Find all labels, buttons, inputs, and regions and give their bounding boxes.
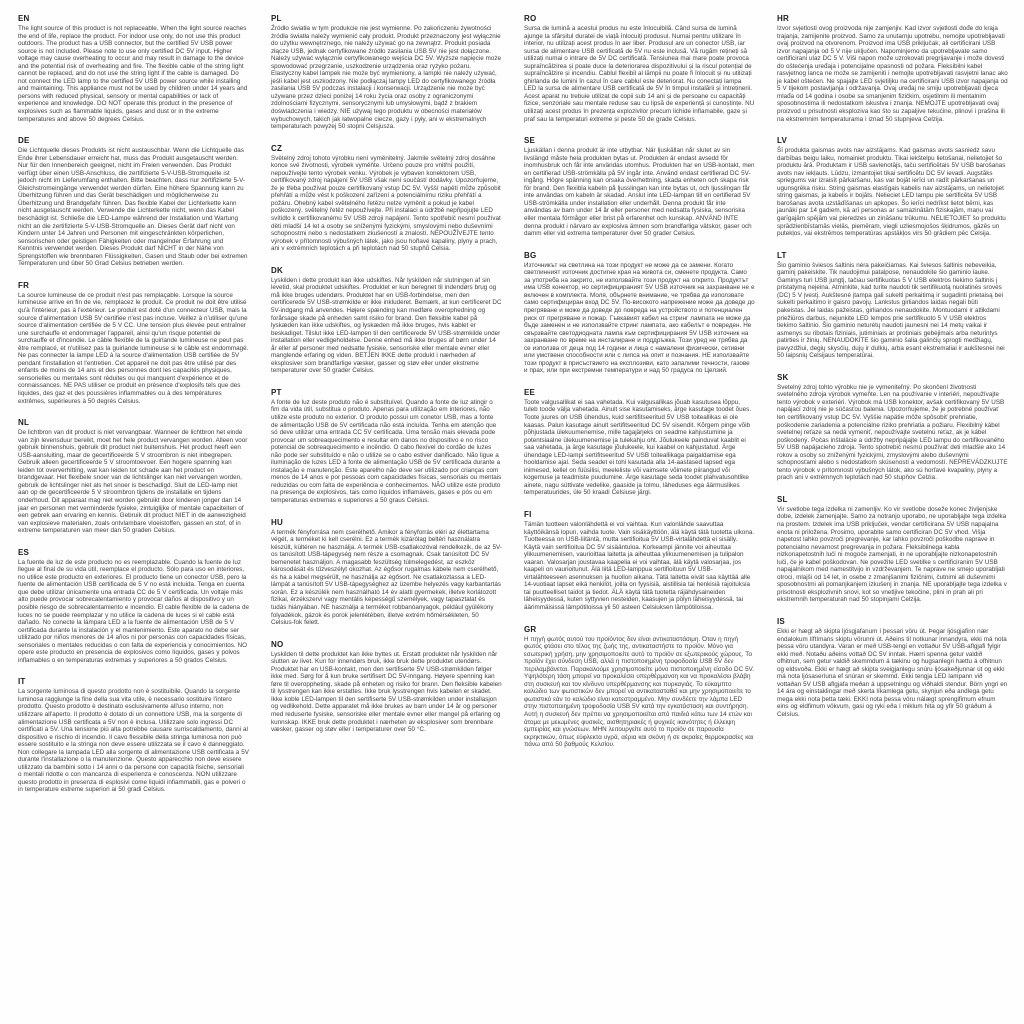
safety-instruction-text: A fonte de luz deste produto não é substituível. Quando a fonte de luz atingir o fim da vida útil, substitua o produto. Apenas para utilização em interiores, não utilize este produto no exterior. O produto possui um conetor USB, mas a fonte de alimentação USB de 5V certificada não está incluída. Tenha em atenção que só deve utilizar uma entrada CC 5V certificada. Uma tensão mais elevada pode provocar um sobreaquecimento e resultar em danos no dispositivo e no risco potencial de sobreaquecimento e incêndio. O cabo flexível do cordão de luzes não pode ser substituído e não o utilize se o cabo estiver danificado. Não ligue a iluminação de luzes LED à fonte de alimentação USB de 5V certificada durante a instalação e manutenção. Este aparelho não deve ser utilizado por crianças com menos de 14 anos e por pessoas com capacidades físicas, sensoriais ou mentais reduzidas ou com falta de experiência e conhecimentos. NÃO utilize este produto na presença de explosivos, tais como líquidos inflamáveis, gases e pós ou em temperaturas extremas e superiores a 50 graus Celsius.: [271, 398, 502, 504]
safety-instruction-text: Die Lichtquelle dieses Produkts ist nicht austauschbar. Wenn die Lichtquelle das Ende ihrer Lebensdauer erreicht hat, muss das Produkt ausgetauscht werden. Nur für den Innenbereich geeignet, nicht im Freien verwenden. Das Produkt verfügt über einen USB-Anschluss, die zertifizierte 5-V-USB-Stromquelle ist jedoch nicht im Lieferumfang enthalten. Bitte beachten, dass nur zertifizierte 5-V-Gleichstromeingänge verwendet werden dürfen. Eine höhere Spannung kann zu Überhitzung führen und das Gerät beschädigen und möglicherweise zu Überhitzung und Brandgefahr führen. Das flexible Kabel der Lichterkette kann nicht ausgetauscht werden. Verwende die Lichterkette nicht, wenn das Kabel beschädigt ist. Schließe die LED-Lampe während der Installation und Wartung nicht an die zertifizierte 5-V-USB-Stromquelle an. Dieses Gerät darf nicht von Kindern unter 14 Jahren und Personen mit eingeschränkten körperlichen, sensorischen oder geistigen Fähigkeiten oder mangelnder Erfahrung und Kenntnis verwendet werden. Dieses Produkt darf NICHT in der Nähe von Sprengstoffen wie brennbaren Flüssigkeiten, Gasen und Staub oder bei extremen Temperaturen und über 50 Grad Celsius betrieben werden.: [18, 147, 248, 268]
safety-instruction-text: Izvor svjetlosti ovog proizvoda nije zamjenjiv. Kad izvor svjetlosti dođe do kraja trajanja, zamijenite proizvod. Samo za unutarnju upotrebu, nemojte upotrebljavati ovaj proizvod na otvorenom. Proizvod ima USB priključak, ali certificirani USB izvor napajanja od 5 V nije uključen. Napominjemo da upotrebljavate samo certificirani ulaz DC 5 V. Viši napon može uzrokovati pregrijavanje i može dovesti do oštećenja uređaja i potencijalne opasnosti od požara. Fleksibilni kabel rasvjetnog lanca ne može se zamijeniti i nemojte upotrebljavati rasvjetni lanac ako je kabel oštećen. Ne spajajte LED svjetiljku na certificirani USB izvor napajanja od 5 V tijekom postavljanja i održavanja. Ovaj uređaj ne smiju upotrebljavati djeca mlađa od 14 godina i osobe sa smanjenim fizičkim, osjetilnim ili mentalnim sposobnostima ili nedostatkom iskustva i znanja. NEMOJTE upotrebljavati ovaj proizvod u prisutnosti eksploziva kao što su zapaljive tekućine, plinovi i prašina ili na ekstremnim temperaturama i iznad 50 stupnjeva Celzija.: [777, 25, 1008, 123]
language-code-label: DE: [18, 136, 30, 146]
safety-instruction-text: Svetelný zdroj tohto výrobku nie je vymeniteľný. Po skončení životnosti svetelného zdroja výrobok vymeňte. Len na používanie v interiéri, nepoužívajte tento výrobok v exteriéri. Výrobok má USB konektor, avšak certifikovaný 5V USB napájací zdroj nie je súčasťou balenia. Upozorňujeme, že je potrebné používať len certifikovaný vstup DC 5V. Vyššie napätie môže spôsobiť prehriatie, poškodenie zariadenia a potenciálne riziko prehriatia a požiaru. Flexibilný kábel svetelnej reťaze sa nedá vymeniť, nepoužívajte svetelnú reťaz, ak je kábel poškodený. Počas inštalácie a údržby nepripájajte LED lampu do certifikovaného 5V USB napájacieho zdroja. Tento spotrebič nesmú používať deti mladšie ako 14 rokov a osoby so zníženými fyzickými, zmyslovými alebo duševnými schopnosťami alebo s nedostatkom skúseností a vedomostí. NEPREVÁDZKUJTE tento výrobok v prítomnosti výbušných látok, ako sú horľavé kvapaliny, plyny a prach ani v extrémnych teplotách nad 50 stupňov Celzia.: [777, 383, 1008, 482]
language-code-label: GR: [524, 624, 537, 634]
safety-instruction-text: Toote valgusallikat ei saa vahetada. Kui valgusallikas jõuab kasutusea lõppu, tuleb toode välja vahetada. Ainult sise kasutamiseks, ärge kasutage toodet õues. Toote juures on USB ühendus, kuid sertifitseeritud 5V USB toiteallikas ei ole kaasas. Palun kasutage ainult sertifitseeritud DC 5V sisendit. Kõrgem pinge võib põhjustada ülekuumenemise, mille tagajärjeks on seadme kahjustumine ja potentsiaalne ülekuumenemise ja tulekahju oht. Jõulukeele painduvat kaablit ei saa vahetada, ja ärge kasutage jõulukeele, kui kaabel on kahjustatud. Ärge ühendage LED-lampi sertifitseeritud 5V USB toiteallikaga paigaldamise ega hooldamise ajal. Seda seadet ei tohi kasutada alla 14-aastased lapsed ega inimesed, kellel on füüsilisi, meeleliste või vaimsete võimete piirangud või kogemuse ja teadmiste puudumine. Ärge kasutage seda toodet plahvatusohtlike ainete, nagu süttivate vedelike, gaaside ja tolmu, läheduses ega äärmuslikes temperatuurides, üle 50 kraadi Celsiuse järgi.: [524, 398, 752, 497]
safety-instruction-text: La sorgente luminosa di questo prodotto non è sostituibile. Quando la sorgente luminosa raggiunge la fine della sua vita utile, è necessario sostituire l'intero prodotto. Questo prodotto è destinato esclusivamente all'uso interno, non utilizzare all'aperto. Il prodotto è dotato di un connettore USB, ma la sorgente di alimentazione USB certificata a 5V non è inclusa. Utilizzare solo ingressi DC certificati a 5V. Una tensione più alta potrebbe causare surriscaldamento, danni al dispositivo e rischio di incendio. Il cavo flessibile della stringa luminosa non può essere sostituito e la stringa non deve essere utilizzata se il cavo è danneggiato. Non collegare la lampada LED alla sorgente di alimentazione USB certificata a 5V durante l'installazione o la manutenzione. Questo apparecchio non deve essere utilizzato da bambini sotto i 14 anni o da persone con capacità fisiche, sensoriali o mentali ridotte o con mancanza di esperienza e conoscenza. NON utilizzare questo prodotto in presenza di esplosivi come liquidi infiammabili, gas e polveri o in temperature estreme superiori ai 50 gradi Celsius.: [18, 688, 249, 794]
language-section-hu: [271, 518, 502, 627]
language-section-lv: [777, 136, 1008, 238]
safety-instruction-text: A termék fényforrása nem cserélhető. Amikor a fényforrás eléri az élettartama végét, a terméket ki kell cserélni. Ez a termék kizárólag beltéri használatra készült, kültéren ne használja. A termék USB-csatlakozóval rendelkezik, de az 5V-os tanúsított USB-tápegység nem része a csomagnak. Csak tanúsított DC 5V bemenetet használjon. A magasabb feszültség túlmelegedést, az eszköz károsodását és tűzveszélyt okozhat. Az égősor rugalmas kábele nem cserélhető, és ha a kábel megsérült, ne használja az égősort. Ne csatlakoztassa a LED-lámpát a tanúsított 5V USB-tápegységhez az üzembe helyezés vagy karbantartás során. Ez a készülék nem használható 14 év alatti gyermekek, illetve korlátozott fizikai, érzékszervi vagy mentális képességű személyek, vagy tapasztalat és tudás hiányában. NE használja a terméket robbanóanyagok, például gyúlékony folyadékok, gázok és porok jelenlétében, illetve extrém hőmérsékleten, 50 Celsius-fok felett.: [271, 528, 502, 627]
language-section-fi: [524, 510, 755, 612]
language-section-hr: [777, 14, 1008, 123]
safety-instruction-text: Ljuskällan i denna produkt är inte utbytbar. När ljuskällan når slutet av sin livslängd måste hela produkten bytas ut. Produkten är endast avsedd för inomhusbruk och får inte användas utomhus. Produkten har en USB-kontakt, men en certifierad USB-strömkälla på 5V ingår inte. Använd endast certifierad DC 5V-ingång. Högre spänning kan orsaka överhettning, skada enheten och skapa risk för brand. Den flexibla kabeln på ljusslingan kan inte bytas ut, och ljusslingan får inte användas om kabeln är skadad. Anslut inte LED-lampan till en certifierad 5V USB-strömkälla under installation eller underhåll. Denna produkt får inte användas av barn under 14 år eller personer med nedsatta fysiska, sensoriska eller mentala förmågor eller brist på erfarenhet och kunskap. ANVÄND INTE denna produkt i närvaro av explosiva ämnen som brandfarliga vätskor, gaser och damm eller vid extrema temperaturer över 50 grader Celsius.: [524, 147, 755, 238]
safety-instruction-text: The light source of this product is not replaceable. When the light source reaches the end of life, replace the product. For indoor use only, do not use this product outdoors. The product has a USB connector, but the certified 5V USB power source is not included. Please note to use only certified DC 5V input. Higher voltage may cause overheating to occur and may result in damage to the device and the potential risk of overheating and fire. The flexible cable of the string light cannot be replaced, and do not use the string light if the cable is damaged. Do not connect the LED lamp to the certified 5V USB power source while installing and maintaining. This appliance must not be used by children under 14 years and persons with reduced physical, sensory or mental capabilities or lack of experience and knowledge. DO NOT operate this product in the presence of explosives such as flammable liquids, gases and dust or in the extreme temperatures and above 50 degrees Celsius.: [18, 25, 248, 123]
safety-instruction-text: Tämän tuotteen valonlähdettä ei voi vaihtaa. Kun valonlähde saavuttaa käyttöikänsä lopun, vaihda tuote. Vain sisäkäyttöön, älä käytä tätä tuotetta ulkona. Tuotteessa on USB-liitäntä, mutta sertifioitua 5V USB-virtalähdettä ei sisälly. Käytä vain sertifioitua DC 5V sisääntuloa. Korkeampi jännite voi aiheuttaa ylikuumenemisen, vaurioittaa laitetta ja aiheuttaa ylikuumenemisen ja tulipalon vaaran. Valosarjan joustavaa kaapelia ei voi vaihtaa, älä käytä valosarjaa, jos kaapeli on vaurioitunut. Älä liitä LED-lamppua sertifioituun 5V USB-virtalähteeseen asennuksen ja huollon aikana. Tätä laitetta eivät saa käyttää alle 14-vuotiaat lapset eikä henkilöt, joilla on fyysisiä, aistillisia tai henkisiä rajoituksia tai puutteelliset taidot ja tiedot. ÄLÄ käytä tätä tuotetta räjähdysaineiden läheisyydessä, kuten syttyvien nesteiden, kaasujen ja pölyn läheisyydessä, tai äärimmäisissä lämpötiloissa yli 50 asteen Celsiuksen lämpötiloissa.: [524, 520, 755, 611]
language-section-gr: [524, 625, 755, 749]
language-code-label: SE: [524, 136, 536, 146]
safety-instruction-text: Vir svetlobe tega izdelka ni zamenljiv. Ko vir svetlobe doseže konec življenjske dobe, izdelek zamenjajte. Samo za notranjo uporabo, ne uporabljajte tega izdelka na prostem. Izdelek ima USB priključek, vendar certificirana 5V USB napajalna enota ni priložena. Prosimo, uporabite samo certificiran DC 5V vhod. Višja napetost lahko povzroči pregrevanje, kar lahko povzroči poškodbe naprave in potencialno nevarnost pregrevanja in požara. Fleksibilnega kabla nizkonapetostnih luči ni mogoče zamenjati, in ne uporabljajte nizkonapetostnih luči, če je kabel poškodovan. Ne povežite LED svetilke s certificiranim 5V USB napajalnikom med namestitvijo in vzdrževanjem. Te naprave ne smejo uporabljati otroci, mlajši od 14 let, in osebe z zmanjšanimi fizičnimi, čutnimi ali duševnimi sposobnostmi ali pomanjkanjem izkušenj in znanja. NE uporabljajte tega izdelka v prisotnosti eksplozivnih snovi, kot so vnetljive tekočine, plini in prah ali pri ekstremnih temperaturah nad 50 stopinjami Celzija.: [777, 505, 1007, 604]
language-section-es: [18, 548, 249, 665]
language-code-label: EN: [18, 14, 30, 23]
language-section-lt: [777, 251, 1008, 360]
language-code-label: LV: [777, 136, 788, 146]
language-section-bg: [524, 251, 755, 375]
language-section-pt: [271, 388, 502, 505]
language-code-label: NL: [18, 418, 30, 428]
language-section-sl: [777, 495, 1008, 604]
language-section-se: [524, 136, 755, 238]
language-code-label: PL: [271, 14, 282, 23]
language-section-it: [18, 677, 249, 794]
language-section-no: [271, 640, 502, 734]
language-section-is: [777, 617, 1008, 719]
language-section-dk: [271, 266, 502, 375]
language-section-en: [18, 14, 249, 123]
safety-instruction-text: Šio gaminio šviesos šaltinis nėra pakeičiamas. Kai šviesos šaltinis nebeveikia, gaminį pakeiskite. Tik naudojimui patalpose, nenaudokite šio gaminio lauke. Gaminys turi USB jungtį, tačiau sertifikuotas 5 V USB elektros tiekimo šaltinis į pristatymą neįeina. Atminkite, kad turite naudoti tik sertifikuotą nuolatinės srovės (DC) 5 V įvestį. Aukštesnė įtampa gali sukelti perkaitimą ir sugadinti prietaisą bei sukelti perkaitimo ir gaisro pavojų. Lankstus girliandos laidas negali būti pakeistas. Jei laidas pažeistas, girliandos nenaudokite. Montuodami ir atlikdami priežiūros darbus, nejunkite LED lempos prie sertifikuoto 5 V USB elektros tiekimo šaltinio. Šio gaminio neturėtų naudoti jaunesni nei 14 metų vaikai ir asmenys su ribotais fiziniais, jutiminiais ar protiniais gebėjimais arba neturintys patirties ir žinių. NENAUDOKITE šio gaminio šalia galinčių sprogti medžiagų, pavyzdžiui, degių skysčių, dujų ir dulkių, arba esant ekstremaliai ir aukštesnei nei 50 laipsnių Celsijaus temperatūrai.: [777, 261, 1005, 360]
language-code-label: BG: [524, 250, 537, 260]
language-code-label: RO: [524, 14, 537, 23]
safety-instruction-text: Źródło światła w tym produkcie nie jest wymienne. Po zakończeniu żywotności źródła światła należy wymienić cały produkt. Produkt przeznaczony jest wyłącznie do użytku wewnętrznego, nie należy używać go na zewnątrz. Produkt posiada złącze USB, jednak certyfikowane źródło zasilania USB 5V nie jest dołączone. Należy używać wyłącznie certyfikowanego wejścia DC 5V. Wyższe napięcie może spowodować przegrzanie, uszkodzenie urządzenia oraz ryzyko pożaru. Elastyczny kabel lampek nie może być wymieniony, a lampki nie należy używać, jeśli kabel jest uszkodzony. Nie podłączaj lampy LED do certyfikowanego źródła zasilania USB 5V podczas instalacji i konserwacji. Urządzenie nie może być używane przez dzieci poniżej 14 roku życia oraz osoby z ograniczonymi zdolnościami fizycznymi, sensorycznymi lub umysłowymi, bądź z brakiem doświadczenia i wiedzy. NIE używaj tego produktu w obecności materiałów wybuchowych, takich jak łatwopalne ciecze, gazy i pyły, ani w ekstremalnych temperaturach powyżej 50 stopni Celsjusza.: [271, 25, 502, 131]
language-code-label: EE: [524, 387, 536, 397]
safety-instruction-text: De lichtbron van dit product is niet vervangbaar. Wanneer de lichtbron het einde van zijn levensduur bereikt, moet het hele product vervangen worden. Alleen voor gebruik binnenshuis, gebruik dit product niet buitenshuis. Het product heeft een USB-aansluiting, maar de gecertificeerde 5 V stroombron is niet inbegrepen. Gebruik alleen gecertificeerde 5 V stroomtoevoer. Een hogere spanning kan leiden tot oververhitting, wat kan leiden tot schade aan het product en brandgevaar. Het flexibele snoer van de lichtslinger kan niet vervangen worden, gebruik de lichtslinger niet als het snoer is beschadigd. Sluit de LED-lamp niet aan op de gecertificeerde 5 V stroombron tijdens de installatie en tijdens onderhoud. Dit apparaat mag niet worden gebruikt door kinderen jonger dan 14 jaar en personen met verminderde fysieke, zintuiglijke of mentale capaciteiten of een gebrek aan ervaring en kennis. Gebruik dit product NIET in de aanwezigheid van explosieve materialen, zoals ontvlambare vloeistoffen, gassen en stof, of in extreme temperaturen van meer dan 50 graden Celsius.: [18, 429, 248, 535]
language-code-label: SL: [777, 494, 788, 504]
language-code-label: PT: [271, 387, 282, 397]
safety-instruction-text: Източникът на светлина на този продукт не може да се замени. Когато светлинният източник достигне края на живота си, сменете продукта. Само за употреба на закрито, не използвайте този продукт на открито. Продуктът има USB конектор, но сертифицираният 5V USB източник на захранване не е включен в комплекта. Моля, обърнете внимание, че трябва да използвате само сертифициран вход DC 5V. По-високото напрежение може да доведе до прегряване и може да доведе до повреда на устройството и потенциален риск от прегряване и пожар. Гъвкавият кабел на стринг лампата не може да бъде заменен и не използвайте стринг лампата, ако кабелът е повреден. Не свързвайте светодиодната лампа към сертифицирания 5V USB източник на захранване по време на инсталиране и поддръжка. Този уред не трябва да се използва от деца под 14 години и лица с намалени физически, сетивни или умствени способности или с липса на опит и познания. НЕ използвайте този продукт в присъствието на експлозиви, като запалими течности, газове и прах, или при екстремни температури и над 50 градуса по Целзий.: [524, 261, 755, 375]
language-code-label: LT: [777, 250, 787, 260]
safety-instruction-text: Sursa de lumină a acestui produs nu este înlocuibilă. Când sursa de lumină ajunge la sfârșitul duratei de viață înlocuiți produsul. Numai pentru utilizare în interior, nu utilizați acest produs în aer liber. Produsul are un conector USB, iar sursa de alimentare USB certificată de 5V nu este inclusă. Vă rugăm rețineți să utilizați numai o intrare de 5V DC certificată. Tensiunea mai mare poate provoca supraîncălzirea și poate duce la deteriorarea dispozitivului și la riscul potențial de supraîncălzire și incendiu. Cablul flexibil al lămpii nu poate fi înlocuit și nu utilizați ghirlanda de lumini în cazul în care cablul este deteriorat. Nu conectați lampa LED la sursa de alimentare USB certificată de 5V în timpul instalării și întreținerii. Acest aparat nu trebuie utilizat de copii sub 14 ani și de persoane cu capacități fizice, senzoriale sau mentale reduse sau cu lipsă de experiență și cunoștințe. NU utilizați acest produs în prezența explozivilor precum lichide inflamabile, gaze și praf sau la temperaturi extreme și peste 50 de grade Celsius.: [524, 25, 755, 123]
language-code-label: SK: [777, 372, 789, 382]
language-section-cz: [271, 144, 502, 253]
language-code-label: IT: [18, 677, 26, 687]
language-code-label: IS: [777, 617, 785, 626]
language-code-label: FR: [18, 280, 30, 290]
safety-instruction-text: La source lumineuse de ce produit n'est pas remplaçable. Lorsque la source lumineuse arrive en fin de vie, remplacez le produit. Ce produit ne doit être utilisé qu'à l'intérieur, pas à l'extérieur. Le produit est doté d'un connecteur USB, mais la source d'alimentation USB 5V certifiée n'est pas incluse. Veillez à n'utiliser qu'une source d'alimentation certifiée de 5 V CC. Une tension plus élevée peut entraîner une surchauffe et endommager l'appareil, ainsi qu'un risque potentiel de surchauffe et d'incendie. Le câble flexible de la guirlande lumineuse ne peut pas être remplacé, et n'utilisez pas la guirlande lumineuse si le câble est endommagé. Ne pas connecter la lampe LED à la source d'alimentation USB certifiée de 5V pendant l'installation et l'entretien. Cet appareil ne doit pas être utilisé par des enfants de moins de 14 ans et des personnes dont les capacités physiques, sensorielles ou mentales sont réduites ou qui manquent d'expérience et de connaissances. NE PAS utiliser ce produit en présence d'explosifs tels que des liquides, des gaz et des poussières inflammables ou à des températures extrêmes, supérieures à 50 degrés Celsius.: [18, 291, 249, 405]
language-section-de: [18, 136, 249, 268]
language-section-sk: [777, 373, 1008, 482]
language-code-label: ES: [18, 547, 30, 557]
safety-instruction-text: Světelný zdroj tohoto výrobku není vyměnitelný. Jakmile světelný zdroj dosáhne konce své životnosti, výrobek vyměňte. Určeno pouze pro vnitřní použití, nepoužívejte tento výrobek venku. Výrobek je vybaven konektorem USB, certifikovaný zdroj napájení 5V USB však není součástí dodávky. Upozorňujeme, že je třeba používat pouze certifikovaný vstup DC 5V. Vyšší napětí může způsobit přehřátí a může vést k poškození zařízení a potenciálnímu riziku přehřátí a požáru. Ohebný kabel světelného řetězu nelze vyměnit a pokud je kabel poškozený, světelný řetěz nepoužívejte. Při instalaci a údržbě nepřipojujte LED svítidlo k certifikovanému 5V USB zdroji napájení. Tento spotřebič nesmí používat děti mladší 14 let a osoby se sníženými fyzickými, smyslovými nebo duševními schopnostmi nebo s nedostatkem zkušeností a znalostí. NEPOUŽÍVEJTE tento výrobek v přítomnosti výbušných látek, jako jsou hořlavé kapaliny, plyny a prach, ani v extrémních teplotách a při teplotách nad 50 stupňů Celsia.: [271, 154, 501, 253]
instruction-column-2: [271, 14, 502, 1014]
language-code-label: HR: [777, 14, 789, 23]
instruction-column-3: [524, 14, 755, 1014]
language-code-label: FI: [524, 509, 532, 519]
language-section-pl: [271, 14, 502, 131]
language-section-fr: [18, 281, 249, 405]
language-section-nl: [18, 418, 249, 535]
safety-instruction-text: Lyskilden til dette produktet kan ikke byttes ut. Erstatt produktet når lyskilden når slutten av livet. Kun for innendørs bruk, ikke bruk dette produktet utendørs. Produktet har en USB-kontakt, men den sertifiserte 5V USB-strømkilden følger ikke med. Sørg for å kun bruke sertifisert DC 5V-inngang. Høyere spenning kan føre til overoppheting, skade på enheten og risiko for brann. Den fleksible kabelen til lysstrengen kan ikke erstattes. Ikke bruk lysstrengen hvis kabelen er skadet. Ikke koble LED-lampen til den sertifiserte 5V USB-strømkilden under installasjon og vedlikehold. Dette apparatet må ikke brukes av barn under 14 år og personer med reduserte fysiske, sensoriske eller mentale evner eller mangel på erfaring og kunnskap. IKKE bruk dette produktet i nærheten av eksplosiver som brennbare væsker, gasser og støv eller i temperaturer over 50 °C.: [271, 650, 502, 734]
language-section-ro: [524, 14, 755, 123]
language-code-label: DK: [271, 265, 283, 275]
safety-instruction-text: Η πηγή φωτός αυτού του προϊόντος δεν είναι αντικαταστάσιμη. Όταν η πηγή φωτός φτάσει στο τέλος της ζωής της, αντικαταστήστε το προϊόν. Μόνο για εσωτερική χρήση, μην χρησιμοποιείτε αυτό το προϊόν σε εξωτερικούς χώρους. Το προϊόν έχει σύνδεση USB, αλλά η πιστοποιημένη τροφοδοσία USB 5V δεν περιλαμβάνεται. Παρακαλούμε χρησιμοποιείτε μόνο πιστοποιημένη είσοδο DC 5V. Υψηλότερη τάση μπορεί να προκαλέσει υπερθέρμανση και να προκαλέσει βλάβη στη συσκευή και τον κίνδυνο υπερθέρμανσης και πυρκαγιάς. Το εύκαμπτο καλώδιο των φωτιστικών δεν μπορεί να αντικατασταθεί και μην χρησιμοποιείτε το φωτιστικό εάν το καλώδιο είναι κατεστραμμένο. Μην συνδέετε την λάμπα LED στην πιστοποιημένη τροφοδοσία USB 5V κατά την εγκατάσταση και συντήρηση. Αυτή η συσκευή δεν πρέπει να χρησιμοποιείται από παιδιά κάτω των 14 ετών και άτομα με μειωμένες φυσικές, αισθητηριακές ή ψυχικές ικανότητες ή έλλειψη εμπειρίας και γνώσεων. ΜΗΝ λειτουργείτε αυτό το προϊόν σε παρουσία εκρηκτικών, όπως εύφλεκτα υγρά, αέρια και σκόνη ή σε ακραίες θερμοκρασίες και πάνω από 50 βαθμούς Κελσίου.: [524, 635, 754, 749]
instruction-column-4: [777, 14, 1008, 1014]
safety-instruction-text: Ekki er hægt að skipta ljósgjafanum í þessari vöru út. Þegar ljósgjafinn nær endalokum líftímans skiptu vörunni út. Aðeins til notkunar innandyra, ekki má nota þessa vöru utandyra. Varan er með USB-tengi en vottaður 5V USB-aflgjafi fylgir ekki með. Notaðu aðeins vottað DC 5V inntak. Hærri spenna getur valdið ofhitnun, sem getur valdið skemmdum á tækinu og hugsanlegri hættu á ofhitnun og eldsvoða. Ekki er hægt að skipta sveigjanlegu snúru ljósakeðjunnar út og ekki má nota ljósaseríuna ef snúran er skemmd. Ekki tengja LED lampann við vottaðan 5V USB aflgjafa meðan á uppsetningu og viðhaldi stendur. Börn yngri en 14 ára og einstaklingar með skerta líkamlega getu, skynjun eða andlega getu mega ekki nota þetta tæki. EKKI nota þessa vöru nálægt sprengifimum efnum eins og eldfimum vökvum, gasi og ryki eða í miklum hita og yfir 50 gráðum á Celsíus.: [777, 628, 1008, 719]
instruction-column-1: [18, 14, 249, 1014]
language-code-label: NO: [271, 639, 284, 649]
safety-instruction-text: La fuente de luz de este producto no es reemplazable. Cuando la fuente de luz llegue al final de su vida útil, reemplace el producto. Sólo para uso en interiores, no utilice este producto en exteriores. El producto tiene un conector USB, pero la fuente de alimentación USB certificada de 5 V no está incluida. Tenga en cuenta que debe utilizar únicamente una entrada CC de 5 V certificada. Un voltaje más alto puede provocar sobrecalentamiento y provocar daños al dispositivo y un posible riesgo de sobrecalentamiento e incendio. El cable flexible de la cadena de luces no se puede reemplazar y no utilice la cadena de luces si el cable está dañado. No conecte la lámpara LED a la fuente de alimentación USB de 5 V certificada durante la instalación y el mantenimiento. Este aparato no debe ser utilizado por niños menores de 14 años ni por personas con capacidades físicas, sensoriales o mentales reducidas o con falta de experiencia y conocimientos. NO opere este producto en presencia de explosivos como líquidos, gases y polvos inflamables o en temperaturas extremas y superiores a 50 grados Celsius.: [18, 558, 249, 664]
language-section-ee: [524, 388, 755, 497]
safety-instruction-text: Lyskilden i dette produkt kan ikke udskiftes. Når lyskilden når slutningen af sin levetid, skal produktet udskiftes. Produktet er kun beregnet til indendørs brug og må ikke bruges udendørs. Produktet har en USB-forbindelse, men den certificerede 5V USB-strømkilde er ikke inkluderet. Bemærk, at kun certificeret DC 5V-indgang må anvendes. Højere spænding kan medføre overophedning og forårsage skade på enheden samt risiko for brand. Den fleksible kabel på lyskæden kan ikke udskiftes, og lyskæden må ikke bruges, hvis kablet er beskadiget. Tilslut ikke LED-lampen til den certificerede 5V USB-strømkilde under installation eller vedligeholdelse. Denne enhed må ikke bruges af børn under 14 år eller af personer med nedsatte fysiske, sensoriske eller mentale evner eller manglende erfaring og viden. BETJEN IKKE dette produkt i nærheden af eksplosiver som brandfarlige væsker, gasser og støv eller under ekstreme temperaturer over 50 grader Celsius.: [271, 276, 502, 375]
safety-instruction-text: Šī produkta gaismas avots nav aizstājams. Kad gaismas avots sasniedz savu darbības beigu laiku, nomainiet produktu. Tikai iekštelpu lietošanai, nelietojiet šo produktu ārā. Produktam ir USB savienotājs, taču sertificētais 5V USB barošanas avots nav iekļauts. Lūdzu, izmantojiet tikai sertificētu DC 5V ievadi. Augstāks spriegums var izraisīt pārkaršanu, kas var bojāt ierīci un radīt pārkaršanas un ugunsgrēka risku. String gaismas elastīgais kabelis nav aizstājams, un nelietojiet string gaismas, ja kabelis ir bojāts. Nelieciet LED lampu pie sertificēta 5V USB barošanas avota uzstādīšanas un apkopes. Šo ierīci nedrīkst lietot bērni, kas jaunāki par 14 gadiem, kā arī personas ar samazinātām fiziskajām, maņu vai garīgajām spējām vai pieredzes un zināšanu trūkumu. NELIETOJIET šo produktu sprādzienbīstamās vielās, piemēram, viegli uzliesmojošos šķidrumos, gāzēs un putekļos, vai ekstrēmos temperatūras apstākļos virs 50 grādiem pēc Celsija.: [777, 147, 1006, 238]
language-code-label: CZ: [271, 143, 283, 153]
language-code-label: HU: [271, 517, 283, 527]
